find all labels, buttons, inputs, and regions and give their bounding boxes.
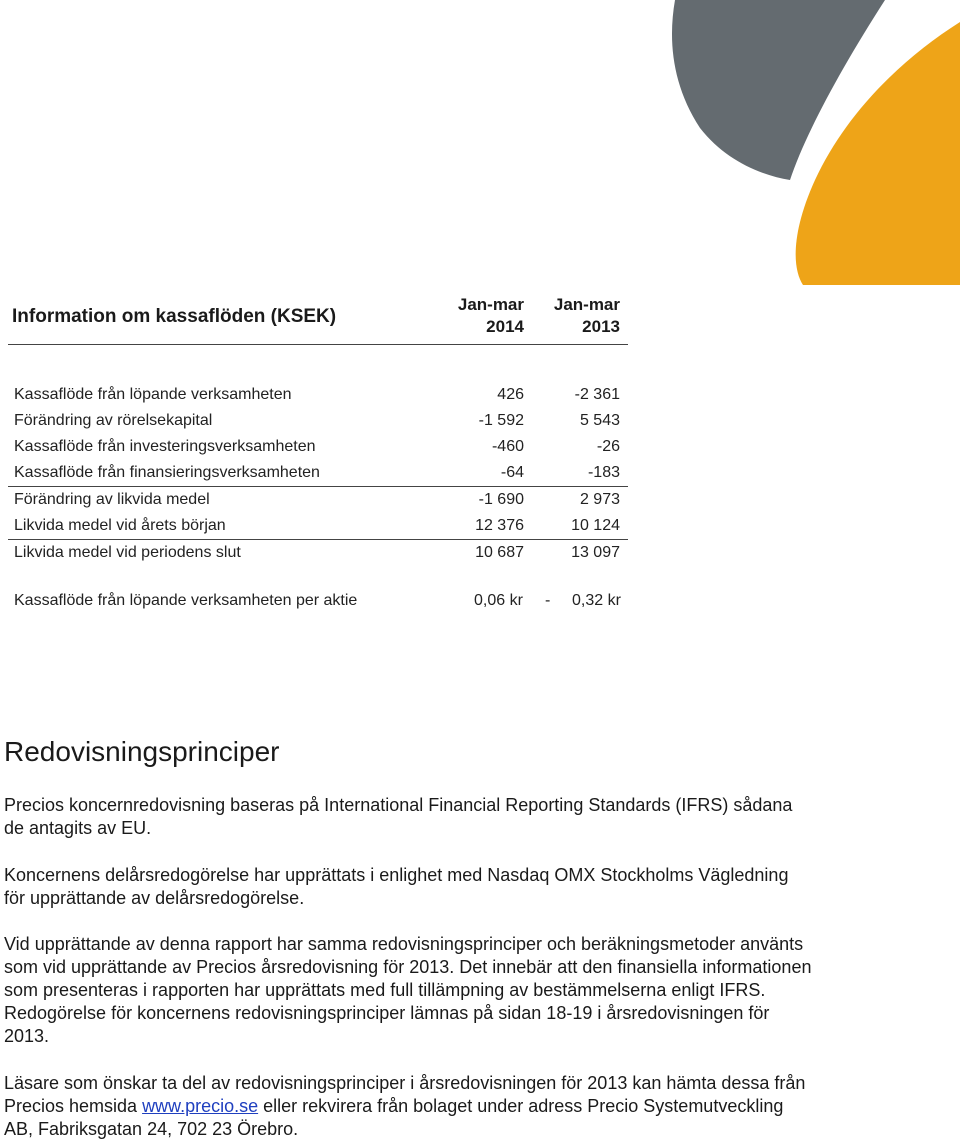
contact-text-end: eller rekvirera från bolaget under adress Precio Systemutveckling AB, Fabriksgatan 24, 702 23 Örebro. [4,1096,784,1139]
row-label: Likvida medel vid årets början [14,517,226,534]
row-label: Likvida medel vid periodens slut [14,544,241,561]
column-header-2013-year: 2013 [582,317,620,336]
row-label: Förändring av rörelsekapital [14,412,213,429]
per-share-row [8,588,628,614]
table-row [8,382,628,408]
row-value-2014: -460 [491,438,524,455]
row-value-2014: 12 376 [475,517,524,534]
row-value-2013: -26 [596,438,620,455]
row-value-2013: 5 543 [579,412,620,429]
contact-text-start: Läsare som önskar ta del av redovisningsprinciper i årsredovisningen för 2013 kan hämta dessa från Precios hemsida [4,1073,806,1116]
row-value-2014: 10 687 [475,544,524,561]
row-value-2013: 10 124 [571,517,620,534]
per-share-value-2013: 0,32 kr [572,592,621,609]
column-header-2013-period: Jan-mar [553,295,620,314]
column-header-2013 [530,294,620,338]
row-value-2014: -1 690 [478,491,524,508]
table-row [8,513,628,539]
row-label: Förändring av likvida medel [14,491,210,508]
row-value-2013: -2 361 [574,386,620,403]
website-link[interactable]: www.precio.se [142,1096,259,1116]
row-value-2014: -64 [500,464,524,481]
row-label: Kassaflöde från investeringsverksamheten [14,438,316,455]
cashflow-table [8,382,628,566]
per-share-label: Kassaflöde från löpande verksamheten per aktie [14,592,358,609]
per-share-value-2014: 0,06 kr [474,592,523,609]
section-title: Redovisningsprinciper [4,736,280,767]
paragraph-ifrs: Precios koncernredovisning baseras på International Financial Reporting Standards (IFRS) sådana de antagits av EU. [4,795,793,838]
row-value-2013: 13 097 [571,544,620,561]
table-row [8,486,628,513]
table-row [8,460,628,486]
cashflow-title: Information om kassaflöden (KSEK) [12,306,337,327]
row-value-2013: 2 973 [579,491,620,508]
row-value-2013: -183 [587,464,620,481]
column-header-2014-period: Jan-mar [457,295,524,314]
table-row [8,539,628,566]
precio-logo [660,0,960,285]
row-label: Kassaflöde från finansieringsverksamheten [14,464,320,481]
paragraph-methods: Vid upprättande av denna rapport har samma redovisningsprinciper och beräkningsmetoder använts som vid upprättande av Precios årsredovisning för 2013. Det innebär att den finansiella informationen som presenteras i rapporten har upprättats med full tillämpning av bestämmelserna enligt IFRS. Redogörelse för koncernens redovisningsprinciper lämnas på sidan 18-19 i årsredovisningen för 2013. [4,934,812,1046]
row-label: Kassaflöde från löpande verksamheten [14,386,292,403]
cashflow-header [8,292,628,345]
table-row [8,434,628,460]
table-row [8,408,628,434]
paragraph-contact [4,1072,814,1141]
row-value-2014: 426 [497,386,524,403]
paragraph-nasdaq: Koncernens delårsredogörelse har upprättats i enlighet med Nasdaq OMX Stockholms Vägledning för upprättande av delårsredogörelse. [4,865,789,908]
column-header-2014 [434,294,524,338]
column-header-2014-year: 2014 [486,317,524,336]
per-share-dash: - [545,592,551,609]
row-value-2014: -1 592 [478,412,524,429]
